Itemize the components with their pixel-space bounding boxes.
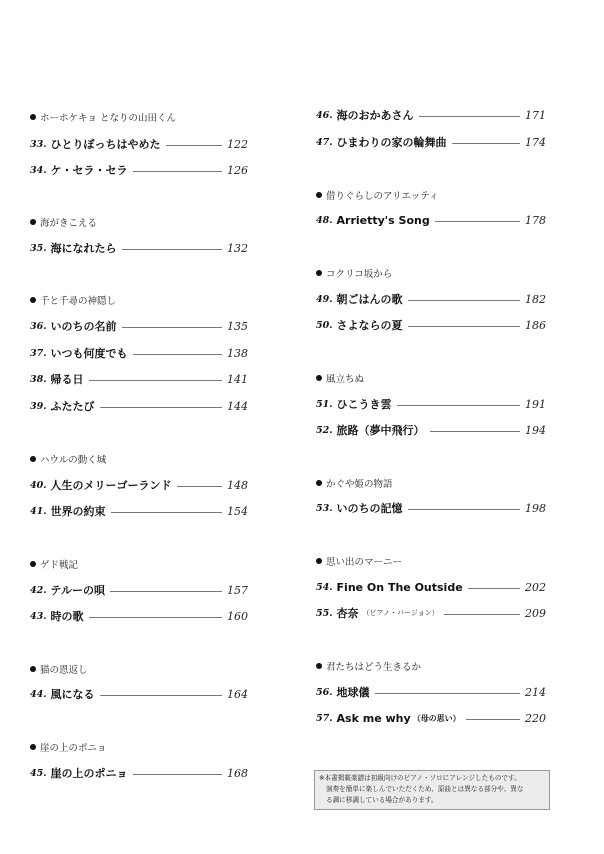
toc-entry[interactable]: 56. 地球儀 214 [316,685,546,699]
toc-entry[interactable]: 35. 海になれたら 132 [30,241,248,255]
leader-line [100,695,222,696]
toc-entry[interactable]: 49. 朝ごはんの歌 182 [316,292,546,306]
leader-line [100,407,222,408]
leader-line [375,693,520,694]
toc-entry[interactable]: 54. Fine On The Outside 202 [316,580,546,594]
leader-line [408,300,520,301]
leader-line [122,327,222,328]
toc-entry[interactable]: 43. 時の歌 160 [30,609,248,623]
bullet-icon [30,666,36,672]
toc-entry[interactable]: 48. Arrietty's Song 178 [316,213,546,227]
leader-line [435,221,520,222]
leader-line [452,143,520,144]
bullet-icon [30,456,36,462]
toc-entry[interactable]: 46. 海のおかあさん 171 [316,108,546,122]
section-heading: コクリコ坂から [316,266,392,280]
note-line: る調に移調している場合があります。 [326,796,438,804]
leader-line [122,249,222,250]
leader-line [89,617,222,618]
section-heading: 借りぐらしのアリエッティ [316,188,438,202]
note-line: ※本書掲載楽譜は初級向けのピアノ・ソロにアレンジしたものです。 [319,774,521,782]
bullet-icon [316,375,322,381]
leader-line [408,509,520,510]
bullet-icon [30,744,36,750]
toc-entry[interactable]: 41. 世界の約束 154 [30,504,248,518]
bullet-icon [30,219,36,225]
note-line: 演奏を簡単に楽しんでいただくため、原曲とは異なる部分や、異な [326,785,524,793]
toc-entry[interactable]: 51. ひこうき雲 191 [316,397,546,411]
toc-entry[interactable]: 38. 帰る日 141 [30,372,248,386]
leader-line [397,405,520,406]
toc-entry[interactable]: 47. ひまわりの家の輪舞曲 174 [316,135,546,149]
toc-entry[interactable]: 50. さよならの夏 186 [316,318,546,332]
leader-line [110,591,222,592]
leader-line [89,380,222,381]
toc-entry[interactable]: 45. 崖の上のポニョ 168 [30,766,248,780]
bullet-icon [30,561,36,567]
arrangement-note [314,770,550,810]
toc-entry[interactable]: 42. テルーの唄 157 [30,583,248,597]
section-heading: ハウルの動く城 [30,452,106,466]
section-heading: 風立ちぬ [316,371,364,385]
toc-entry[interactable]: 44. 風になる 164 [30,687,248,701]
section-heading: 崖の上のポニョ [30,740,107,754]
section-heading: ゲド戦記 [30,557,78,571]
section-heading: 君たちはどう生きるか [316,659,421,673]
leader-line [430,431,520,432]
leader-line [408,326,520,327]
bullet-icon [316,480,322,486]
leader-line [444,614,520,615]
leader-line [466,719,520,720]
toc-entry[interactable]: 55. 杏奈 （ピアノ・バージョン） 209 [316,606,546,620]
leader-line [111,512,222,513]
section-heading: 千と千尋の神隠し [30,293,116,307]
section-heading: かぐや姫の物語 [316,476,393,490]
toc-entry[interactable]: 33. ひとりぼっちはやめた 122 [30,137,248,151]
bullet-icon [316,192,322,198]
bullet-icon [316,270,322,276]
leader-line [133,774,222,775]
leader-line [177,486,222,487]
section-heading: ホーホケキョ となりの山田くん [30,110,176,124]
leader-line [133,354,222,355]
section-heading: 猫の恩返し [30,662,88,676]
toc-entry[interactable]: 57. Ask me why （母の思い） 220 [316,711,546,725]
bullet-icon [316,663,322,669]
toc-entry[interactable]: 52. 旅路（夢中飛行） 194 [316,423,546,437]
bullet-icon [30,114,36,120]
toc-entry[interactable]: 36. いのちの名前 135 [30,319,248,333]
leader-line [468,588,520,589]
leader-line [419,116,520,117]
toc-entry[interactable]: 37. いつも何度でも 138 [30,346,248,360]
bullet-icon [30,297,36,303]
bullet-icon [316,558,322,564]
toc-entry[interactable]: 53. いのちの記憶 198 [316,501,546,515]
toc-entry[interactable]: 39. ふたたび 144 [30,399,248,413]
section-heading: 思い出のマーニー [316,554,402,568]
section-heading: 海がきこえる [30,215,97,229]
leader-line [133,171,222,172]
leader-line [166,145,222,146]
toc-entry[interactable]: 40. 人生のメリーゴーランド 148 [30,478,248,492]
toc-entry[interactable]: 34. ケ・セラ・セラ 126 [30,163,248,177]
